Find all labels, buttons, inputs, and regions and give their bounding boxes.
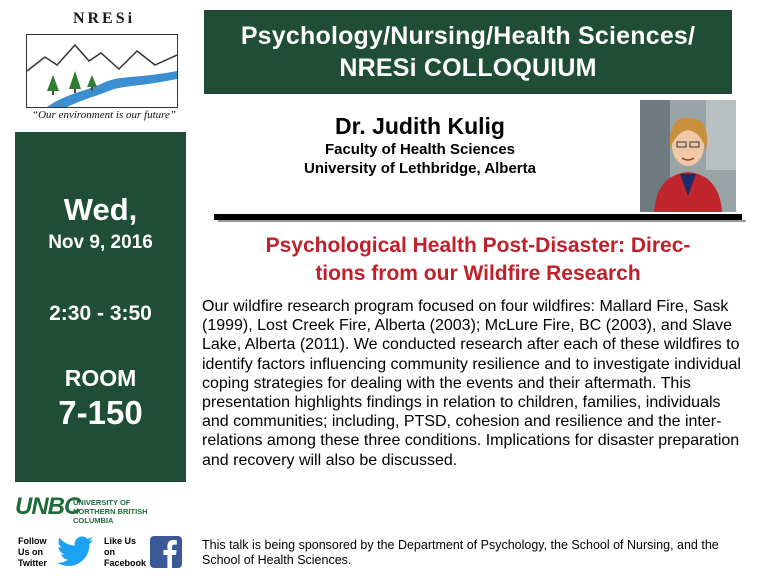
room-number: 7-150: [58, 394, 143, 431]
logo-org-name: NRESi: [72, 10, 136, 27]
logo-landscape-frame: [26, 34, 178, 108]
talk-title: [214, 232, 742, 288]
event-date: Nov 9, 2016: [48, 232, 153, 253]
facebook-label-line-1: Like Us: [104, 536, 137, 546]
twitter-icon[interactable]: [58, 536, 94, 568]
colloquium-title-banner: [204, 10, 732, 94]
event-time: 2:30 - 3:50: [49, 302, 152, 325]
nresi-logo: [22, 10, 186, 122]
facebook-like-label: [104, 536, 146, 569]
sponsor-note: This talk is being sponsored by the Department of Psychology, the School of Nursing, and the School of Health Sciences.: [202, 538, 719, 567]
talk-title-line-2: tions from our Wildfire Research: [315, 262, 641, 285]
logo-motto: “Our environment is our future”: [31, 109, 177, 121]
twitter-follow-label: [18, 536, 47, 569]
unbc-logo: [15, 492, 190, 525]
speaker-faculty: Faculty of Health Sciences: [324, 141, 516, 158]
unbc-name-line-1: UNIVERSITY OF: [73, 498, 131, 507]
speaker-university: University of Lethbridge, Alberta: [304, 160, 536, 177]
talk-title-line-1: Psychological Health Post-Disaster: Direc-: [265, 234, 691, 257]
speaker-name: Dr. Judith Kulig: [335, 113, 505, 139]
unbc-full-name: [73, 498, 190, 525]
speaker-photo: [640, 100, 736, 212]
speaker-block: [240, 112, 600, 178]
facebook-icon[interactable]: [150, 536, 182, 568]
facebook-label-line-3: Facebook: [104, 558, 147, 568]
event-details-sidebar: [15, 132, 186, 482]
event-day: Wed,: [63, 192, 138, 227]
unbc-wordmark: UNBC: [15, 493, 81, 520]
divider-shadow: [218, 220, 746, 222]
title-line-1: Psychology/Nursing/Health Sciences/: [240, 22, 696, 50]
unbc-name-line-2: NORTHERN BRITISH COLUMBIA: [73, 507, 148, 525]
facebook-label-line-2: on: [104, 547, 115, 557]
speaker-portrait-icon: [640, 100, 736, 212]
mountain-river-icon: [27, 35, 177, 107]
twitter-label-line-2: Us on: [18, 547, 44, 557]
divider-rule: [214, 214, 742, 220]
twitter-label-line-1: Follow: [18, 536, 47, 546]
twitter-label-line-3: Twitter: [18, 558, 47, 568]
title-line-2: NRESi COLLOQUIUM: [339, 54, 597, 82]
room-label: ROOM: [64, 365, 137, 391]
talk-abstract: Our wildfire research program focused on four wildfires: Mallard Fire, Sask (1999), Lost Creek Fire, Alberta (2003); McLure Fire, BC (2003), and Slave Lake, Alberta (2011). We conducted research after each of these wildfires to identify factors influencing community resilience and to investigate individual coping strategies for dealing with the events and their aftermath. This presentation highlights findings in relation to children, families, individuals and communities; including, PTSD, cohesion and resilience and the inter-relations among these three conditions. Implications for disaster preparation and recovery will also be discussed.: [202, 298, 741, 469]
